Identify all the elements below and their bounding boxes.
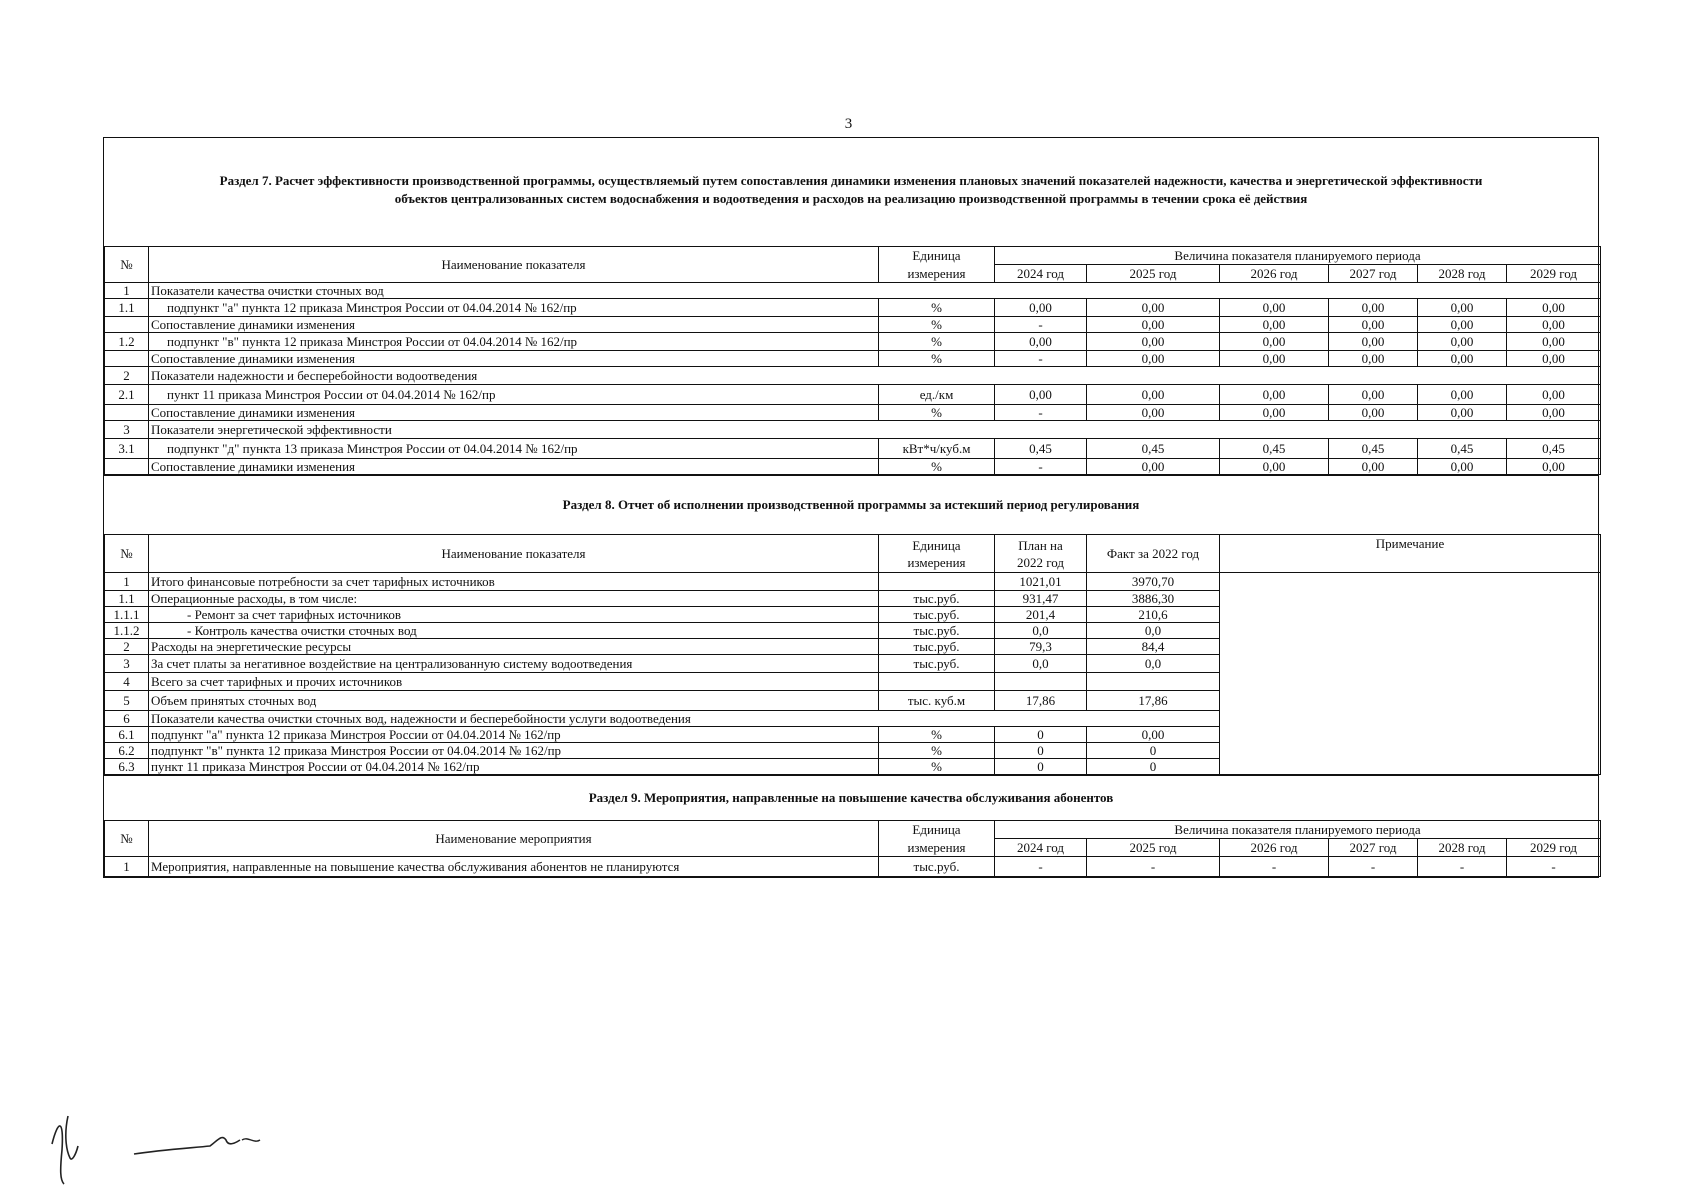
row-fact: 0,0 (1087, 655, 1220, 673)
row-value: 0,00 (1418, 351, 1507, 367)
row-value: - (1507, 857, 1601, 877)
row-value: - (1087, 857, 1220, 877)
s8-header-unit-line1: Единица (912, 537, 961, 553)
row-unit: тыс.руб. (879, 639, 995, 655)
row-value: 0,45 (1220, 439, 1329, 459)
s9-header-year: 2025 год (1087, 839, 1220, 857)
row-value: - (995, 857, 1087, 877)
row-plan: 931,47 (995, 591, 1087, 607)
table-row (105, 317, 1601, 333)
row-name: Показатели качества очистки сточных вод (149, 283, 1601, 299)
row-value: 0,00 (1087, 405, 1220, 421)
s9-header-year: 2024 год (995, 839, 1087, 857)
row-value: 0,00 (1220, 299, 1329, 317)
row-plan: 0 (995, 743, 1087, 759)
section7-title-line2: объектов централизованных систем водоснабжения и водоотведения и расходов на реализацию производственной программы в течении срока её действия (394, 191, 1308, 206)
row-name: Сопоставление динамики изменения (149, 351, 879, 367)
row-value: 0,00 (1418, 333, 1507, 351)
row-num: 2 (105, 639, 149, 655)
row-num: 1 (105, 283, 149, 299)
row-value: 0,00 (1507, 405, 1601, 421)
row-plan: 0,0 (995, 623, 1087, 639)
row-value: 0,00 (1220, 351, 1329, 367)
s8-header-plan-line2: 2022 год (1017, 554, 1064, 570)
row-value: 0,00 (1087, 333, 1220, 351)
row-fact: 0,00 (1087, 727, 1220, 743)
row-unit: тыс.руб. (879, 607, 995, 623)
row-name: подпункт "а" пункта 12 приказа Минстроя России от 04.04.2014 № 162/пр (149, 727, 879, 743)
row-num (105, 317, 149, 333)
row-value: 0,45 (1507, 439, 1601, 459)
table-row (105, 367, 1601, 385)
row-num: 3.1 (105, 439, 149, 459)
s8-header-unit-line2: измерения (907, 554, 966, 570)
row-value: - (1329, 857, 1418, 877)
row-value: 0,00 (1220, 459, 1329, 475)
row-num: 1.1.1 (105, 607, 149, 623)
row-name: подпункт "д" пункта 13 приказа Минстроя России от 04.04.2014 № 162/пр (149, 439, 879, 459)
row-unit: тыс.руб. (879, 857, 995, 877)
row-name: Объем принятых сточных вод (149, 691, 879, 711)
row-name: Сопоставление динамики изменения (149, 459, 879, 475)
s9-header-year: 2028 год (1418, 839, 1507, 857)
row-value: 0,00 (1220, 405, 1329, 421)
row-value: - (995, 317, 1087, 333)
row-name: - Контроль качества очистки сточных вод (149, 623, 879, 639)
table-row (105, 421, 1601, 439)
row-value: - (995, 459, 1087, 475)
section7-title-line1: Раздел 7. Расчет эффективности производственной программы, осуществляемый путем сопоставления динамики изменения плановых значений показателей надежности, качества и энергетической эффективности (219, 173, 1483, 188)
row-num (105, 459, 149, 475)
s9-header-name: Наименование мероприятия (149, 821, 879, 857)
row-num: 3 (105, 421, 149, 439)
section9-table (104, 820, 1601, 877)
row-name: Показатели энергетической эффективности (149, 421, 1601, 439)
row-unit: % (879, 405, 995, 421)
s7-header-year: 2029 год (1507, 265, 1601, 283)
row-value: - (1220, 857, 1329, 877)
row-value: 0,00 (1418, 317, 1507, 333)
row-unit: тыс. куб.м (879, 691, 995, 711)
row-value: 0,00 (1329, 299, 1418, 317)
table-row (105, 333, 1601, 351)
row-num: 6.1 (105, 727, 149, 743)
row-plan (995, 673, 1087, 691)
row-num: 1.1 (105, 299, 149, 317)
table-row (105, 351, 1601, 367)
row-num: 3 (105, 655, 149, 673)
row-unit: % (879, 299, 995, 317)
row-value: - (1418, 857, 1507, 877)
row-name: пункт 11 приказа Минстроя России от 04.04.2014 № 162/пр (149, 759, 879, 775)
table-row (105, 283, 1601, 299)
section9-title: Раздел 9. Мероприятия, направленные на повышение качества обслуживания абонентов (104, 775, 1598, 820)
row-num: 1 (105, 857, 149, 877)
s9-header-year: 2029 год (1507, 839, 1601, 857)
row-value: 0,00 (1507, 333, 1601, 351)
row-unit: % (879, 317, 995, 333)
row-name: Сопоставление динамики изменения (149, 405, 879, 421)
row-value: 0,00 (1507, 385, 1601, 405)
row-unit (879, 673, 995, 691)
s9-header-num: № (105, 821, 149, 857)
row-value: 0,45 (1329, 439, 1418, 459)
section7-table (104, 246, 1601, 475)
s9-header-year: 2026 год (1220, 839, 1329, 857)
row-value: 0,00 (995, 385, 1087, 405)
s7-header-year: 2026 год (1220, 265, 1329, 283)
row-value: 0,00 (1507, 351, 1601, 367)
table-row (105, 299, 1601, 317)
row-unit: % (879, 459, 995, 475)
row-value: 0,00 (995, 333, 1087, 351)
row-num: 6 (105, 711, 149, 727)
table-row (105, 405, 1601, 421)
row-value: 0,00 (1329, 333, 1418, 351)
row-unit (879, 573, 995, 591)
row-name: Сопоставление динамики изменения (149, 317, 879, 333)
row-name: Итого финансовые потребности за счет тарифных источников (149, 573, 879, 591)
row-name: Мероприятия, направленные на повышение качества обслуживания абонентов не планируются (149, 857, 879, 877)
row-name: Показатели качества очистки сточных вод, надежности и бесперебойности услуги водоотведения (149, 711, 1220, 727)
row-fact: 0,0 (1087, 623, 1220, 639)
row-value: 0,45 (995, 439, 1087, 459)
row-value: 0,00 (1418, 405, 1507, 421)
row-name: пункт 11 приказа Минстроя России от 04.04.2014 № 162/пр (149, 385, 879, 405)
row-num: 6.3 (105, 759, 149, 775)
s7-header-num: № (105, 247, 149, 283)
document-frame (103, 137, 1599, 878)
row-num (105, 405, 149, 421)
row-unit: ед./км (879, 385, 995, 405)
row-name: За счет платы за негативное воздействие на централизованную систему водоотведения (149, 655, 879, 673)
row-unit: % (879, 743, 995, 759)
row-value: 0,00 (995, 299, 1087, 317)
row-num: 5 (105, 691, 149, 711)
row-name: Расходы на энергетические ресурсы (149, 639, 879, 655)
page-number: 3 (844, 116, 853, 132)
row-num: 1.1.2 (105, 623, 149, 639)
row-plan: 79,3 (995, 639, 1087, 655)
row-value: 0,00 (1418, 459, 1507, 475)
s7-header-year: 2027 год (1329, 265, 1418, 283)
row-unit: % (879, 351, 995, 367)
row-name: подпункт "а" пункта 12 приказа Минстроя России от 04.04.2014 № 162/пр (149, 299, 879, 317)
s9-header-period: Величина показателя планируемого периода (995, 821, 1601, 839)
row-num: 6.2 (105, 743, 149, 759)
s9-header-unit-line2: измерения (879, 839, 995, 857)
row-value: - (995, 405, 1087, 421)
row-value: 0,00 (1329, 405, 1418, 421)
row-value: 0,00 (1507, 459, 1601, 475)
row-value: 0,00 (1087, 459, 1220, 475)
row-plan: 17,86 (995, 691, 1087, 711)
s7-header-year: 2025 год (1087, 265, 1220, 283)
row-unit: тыс.руб. (879, 623, 995, 639)
row-unit: тыс.руб. (879, 655, 995, 673)
row-plan: 0 (995, 759, 1087, 775)
row-fact: 3970,70 (1087, 573, 1220, 591)
row-num: 2.1 (105, 385, 149, 405)
row-value: 0,45 (1087, 439, 1220, 459)
row-value: 0,00 (1418, 385, 1507, 405)
row-num (105, 351, 149, 367)
row-value: 0,00 (1220, 333, 1329, 351)
row-value: 0,00 (1220, 317, 1329, 333)
row-value: 0,00 (1329, 385, 1418, 405)
table-row (105, 857, 1601, 877)
row-fact: 0 (1087, 759, 1220, 775)
s8-header-num: № (105, 535, 149, 573)
row-num: 1 (105, 573, 149, 591)
row-value: 0,00 (1087, 385, 1220, 405)
table-row (105, 439, 1601, 459)
row-value: 0,45 (1418, 439, 1507, 459)
handwritten-signature (50, 1110, 290, 1190)
s7-header-period: Величина показателя планируемого периода (995, 247, 1601, 265)
row-value: 0,00 (1087, 317, 1220, 333)
row-name: Всего за счет тарифных и прочих источников (149, 673, 879, 691)
row-name: - Ремонт за счет тарифных источников (149, 607, 879, 623)
s8-header-unit (879, 535, 995, 573)
section8-table (104, 534, 1601, 775)
row-fact (1087, 673, 1220, 691)
row-value: - (995, 351, 1087, 367)
row-unit: кВт*ч/куб.м (879, 439, 995, 459)
row-value: 0,00 (1329, 351, 1418, 367)
row-num: 1.2 (105, 333, 149, 351)
row-value: 0,00 (1329, 459, 1418, 475)
row-unit: % (879, 759, 995, 775)
s8-header-note: Примечание (1220, 535, 1601, 573)
row-fact: 210,6 (1087, 607, 1220, 623)
row-name: Показатели надежности и бесперебойности водоотведения (149, 367, 1601, 385)
table-row (105, 459, 1601, 475)
row-fact: 3886,30 (1087, 591, 1220, 607)
s7-header-year: 2028 год (1418, 265, 1507, 283)
row-num: 1.1 (105, 591, 149, 607)
row-plan: 0,0 (995, 655, 1087, 673)
row-unit: тыс.руб. (879, 591, 995, 607)
s9-header-year: 2027 год (1329, 839, 1418, 857)
s7-header-unit-line2: измерения (879, 265, 995, 283)
row-num: 2 (105, 367, 149, 385)
row-plan: 201,4 (995, 607, 1087, 623)
row-fact: 0 (1087, 743, 1220, 759)
s8-header-fact: Факт за 2022 год (1087, 535, 1220, 573)
row-plan: 0 (995, 727, 1087, 743)
table-row (105, 385, 1601, 405)
row-name: подпункт "в" пункта 12 приказа Минстроя России от 04.04.2014 № 162/пр (149, 743, 879, 759)
section8-title: Раздел 8. Отчет об исполнении производственной программы за истекший период регулирования (104, 475, 1598, 534)
s7-header-name: Наименование показателя (149, 247, 879, 283)
row-value: 0,00 (1087, 299, 1220, 317)
note-cell (1220, 573, 1601, 775)
s9-header-unit-line1: Единица (879, 821, 995, 839)
row-num: 4 (105, 673, 149, 691)
row-name: подпункт "в" пункта 12 приказа Минстроя России от 04.04.2014 № 162/пр (149, 333, 879, 351)
s7-header-unit-line1: Единица (879, 247, 995, 265)
row-value: 0,00 (1507, 317, 1601, 333)
row-value: 0,00 (1220, 385, 1329, 405)
table-row (105, 573, 1601, 591)
row-name: Операционные расходы, в том числе: (149, 591, 879, 607)
row-plan: 1021,01 (995, 573, 1087, 591)
s7-header-year: 2024 год (995, 265, 1087, 283)
row-value: 0,00 (1507, 299, 1601, 317)
row-unit: % (879, 333, 995, 351)
section7-title (104, 138, 1598, 246)
s8-header-name: Наименование показателя (149, 535, 879, 573)
row-unit: % (879, 727, 995, 743)
s8-header-plan (995, 535, 1087, 573)
row-fact: 17,86 (1087, 691, 1220, 711)
row-fact: 84,4 (1087, 639, 1220, 655)
row-value: 0,00 (1329, 317, 1418, 333)
row-value: 0,00 (1087, 351, 1220, 367)
s8-header-plan-line1: План на (1018, 537, 1063, 553)
row-value: 0,00 (1418, 299, 1507, 317)
